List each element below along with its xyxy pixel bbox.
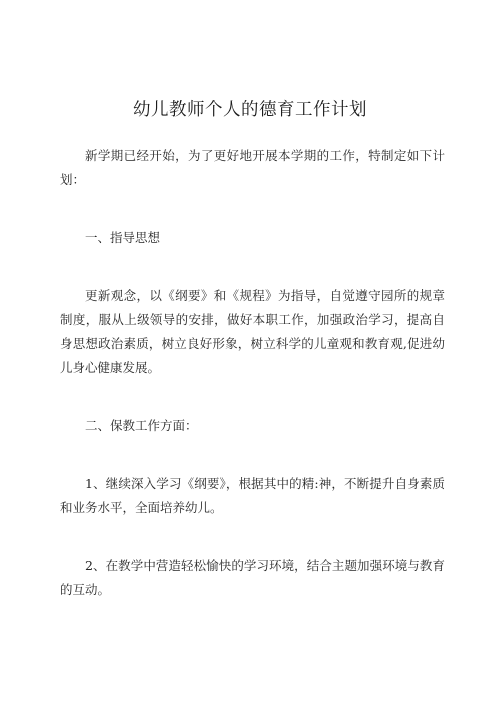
section-heading-care-education: 二、保教工作方面： bbox=[85, 418, 198, 433]
document-body bbox=[60, 144, 445, 636]
list-item-1: 1、继续深入学习《纲要》，根据其中的精:神，不断提升自身素质和业务水平，全面培养幼儿。 bbox=[60, 476, 445, 515]
list-item-2: 2、在教学中营造轻松愉快的学习环境，结合主题加强环境与教育的互动。 bbox=[60, 558, 445, 597]
guiding-thought-paragraph: 更新观念，以《纲要》和《规程》为指导，自觉遵守园所的规章制度，服从上级领导的安排，做好本职工作，加强政治学习，提高自身思想政治素质，树立良好形象，树立科学的儿童观和教育观,促进幼儿身心健康发展。 bbox=[60, 288, 445, 375]
section-heading-guiding-thought: 一、指导思想 bbox=[85, 230, 161, 245]
document-title: 幼儿教师个人的德育工作计划 bbox=[133, 100, 367, 120]
intro-paragraph: 新学期已经开始，为了更好地开展本学期的工作，特制定如下计划： bbox=[60, 148, 445, 187]
